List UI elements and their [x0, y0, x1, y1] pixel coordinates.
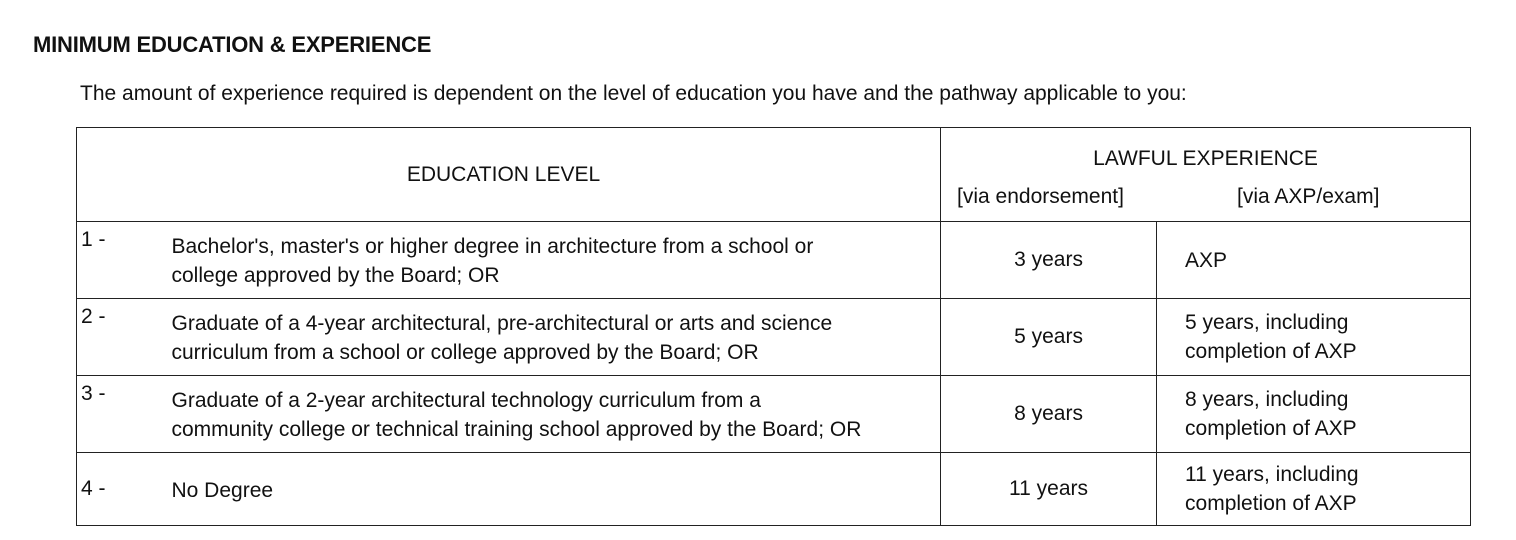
axp-line: completion of AXP	[1185, 340, 1357, 363]
row-number: 2 -	[77, 299, 172, 376]
table-row	[77, 376, 1471, 453]
description-line: Graduate of a 2-year architectural technology curriculum from a	[171, 389, 761, 412]
education-level-header	[77, 128, 941, 222]
endorsement-years: 3 years	[941, 222, 1157, 299]
axp-line: 11 years, including	[1185, 463, 1359, 486]
description-line: Graduate of a 4-year architectural, pre-architectural or arts and science	[171, 312, 833, 335]
description-line: community college or technical training school approved by the Board; OR	[171, 418, 862, 441]
axp-line: 5 years, including	[1185, 311, 1349, 334]
axp-exam-requirement	[1157, 299, 1471, 376]
via-endorsement-label: [via endorsement]	[957, 185, 1124, 208]
table-row	[77, 222, 1471, 299]
description-line: curriculum from a school or college approved by the Board; OR	[171, 341, 759, 364]
axp-line: completion of AXP	[1185, 417, 1357, 440]
education-experience-table	[76, 127, 1471, 526]
table-row	[77, 299, 1471, 376]
axp-exam-requirement	[1157, 376, 1471, 453]
description-line: Bachelor's, master's or higher degree in architecture from a school or	[171, 235, 814, 258]
row-number: 3 -	[77, 376, 172, 453]
row-number: 4 -	[77, 453, 172, 526]
endorsement-years: 11 years	[941, 453, 1157, 526]
table-row	[77, 453, 1471, 526]
description-line: college approved by the Board; OR	[171, 264, 500, 287]
row-number: 1 -	[77, 222, 172, 299]
education-description	[172, 222, 941, 299]
axp-exam-requirement	[1157, 453, 1471, 526]
table-header-row	[77, 128, 1471, 222]
education-level-header-label: EDUCATION LEVEL	[406, 162, 601, 186]
education-description	[172, 299, 941, 376]
section-heading: MINIMUM EDUCATION & EXPERIENCE	[33, 32, 432, 57]
axp-exam-requirement	[1157, 222, 1471, 299]
education-description	[172, 453, 941, 526]
education-description	[172, 376, 941, 453]
axp-line: AXP	[1185, 248, 1228, 272]
intro-text: The amount of experience required is dependent on the level of education you have and the pathway applicable to you:	[80, 82, 1187, 105]
axp-line: completion of AXP	[1185, 492, 1357, 515]
description-line: No Degree	[171, 478, 274, 502]
endorsement-years: 8 years	[941, 376, 1157, 453]
lawful-experience-title: LAWFUL EXPERIENCE	[1093, 147, 1318, 170]
axp-line: 8 years, including	[1185, 388, 1349, 411]
lawful-experience-header	[941, 128, 1471, 222]
endorsement-years: 5 years	[941, 299, 1157, 376]
via-axp-exam-label: [via AXP/exam]	[1237, 185, 1380, 208]
